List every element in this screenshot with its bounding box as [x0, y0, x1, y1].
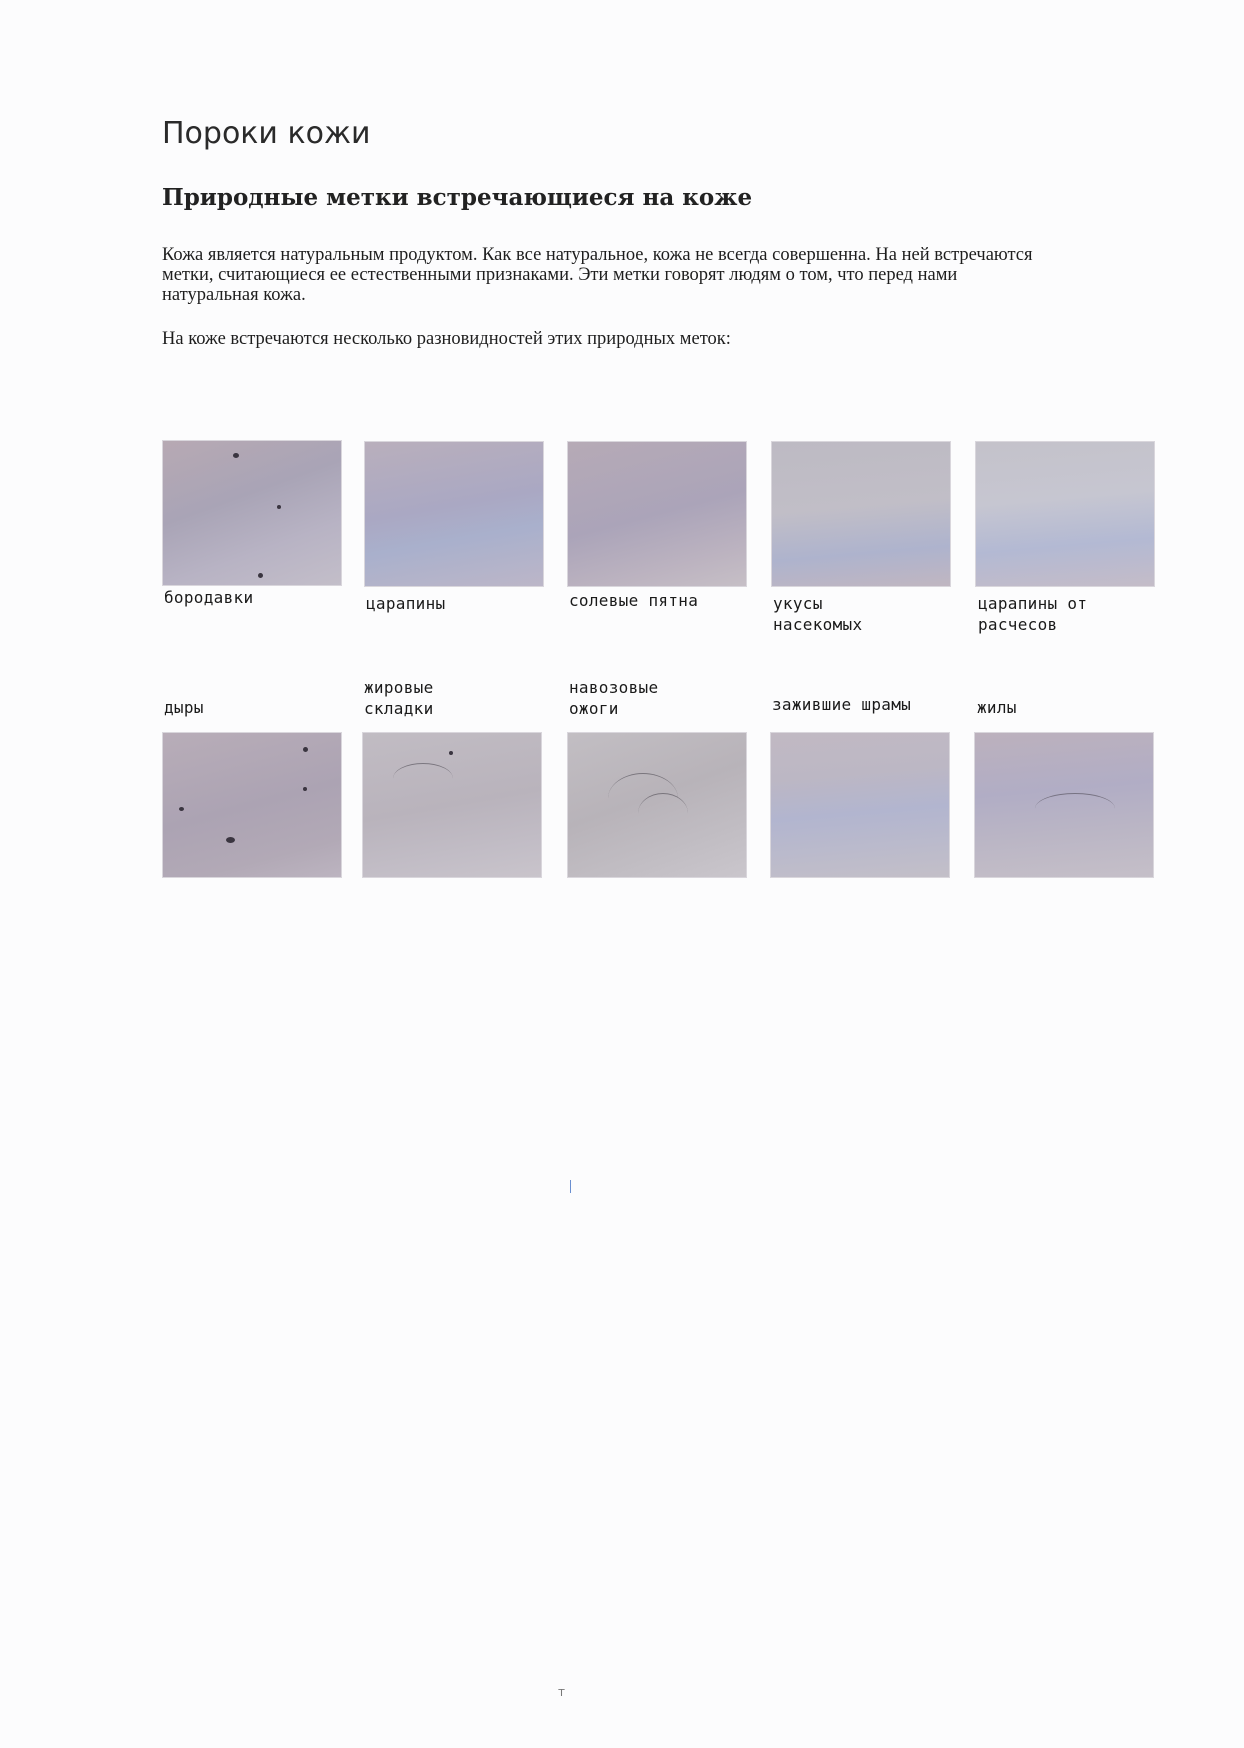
leather-veins-photo [974, 732, 1154, 878]
leather-fat-folds-photo [362, 732, 542, 878]
leather-salt-stains-photo [567, 441, 747, 587]
mark-label-manure-burns: навозовые ожоги [569, 678, 659, 718]
leather-manure-burns-photo [567, 732, 747, 878]
mark-label-warts: бородавки [164, 588, 254, 607]
mark-label-insect-bites: укусы насекомых [773, 594, 863, 634]
mark-label-fat-folds: жировые складки [364, 678, 434, 718]
mark-label-scratching-marks: царапины от расчесов [978, 594, 1088, 634]
intro-line: натуральная кожа. [162, 285, 306, 305]
mark-label-scratches: царапины [366, 594, 446, 613]
intro-paragraph [162, 245, 1152, 305]
leather-scratches-photo [364, 441, 544, 587]
mark-label-holes: дыры [164, 698, 204, 717]
intro-line: Кожа является натуральным продуктом. Как все натуральное, кожа не всегда совершенна. На ней встречаются [162, 245, 1033, 265]
leather-insect-bites-photo [771, 441, 951, 587]
mark-label-veins: жилы [977, 698, 1017, 717]
types-intro-paragraph: На коже встречаются несколько разновидностей этих природных меток: [162, 329, 731, 349]
scan-artifact [570, 1180, 571, 1193]
mark-label-salt-stains: солевые пятна [569, 591, 699, 610]
leather-holes-photo [162, 732, 342, 878]
leather-healed-scars-photo [770, 732, 950, 878]
page-title: Пороки кожи [162, 116, 371, 151]
leather-warts-photo [162, 440, 342, 586]
footer-mark: т [558, 1685, 565, 1699]
section-heading: Природные метки встречающиеся на коже [162, 184, 753, 211]
leather-scratching-marks-photo [975, 441, 1155, 587]
intro-line: метки, считающиеся ее естественными признаками. Эти метки говорят людям о том, что перед нами [162, 265, 958, 285]
mark-label-healed-scars: зажившие шрамы [772, 695, 912, 714]
